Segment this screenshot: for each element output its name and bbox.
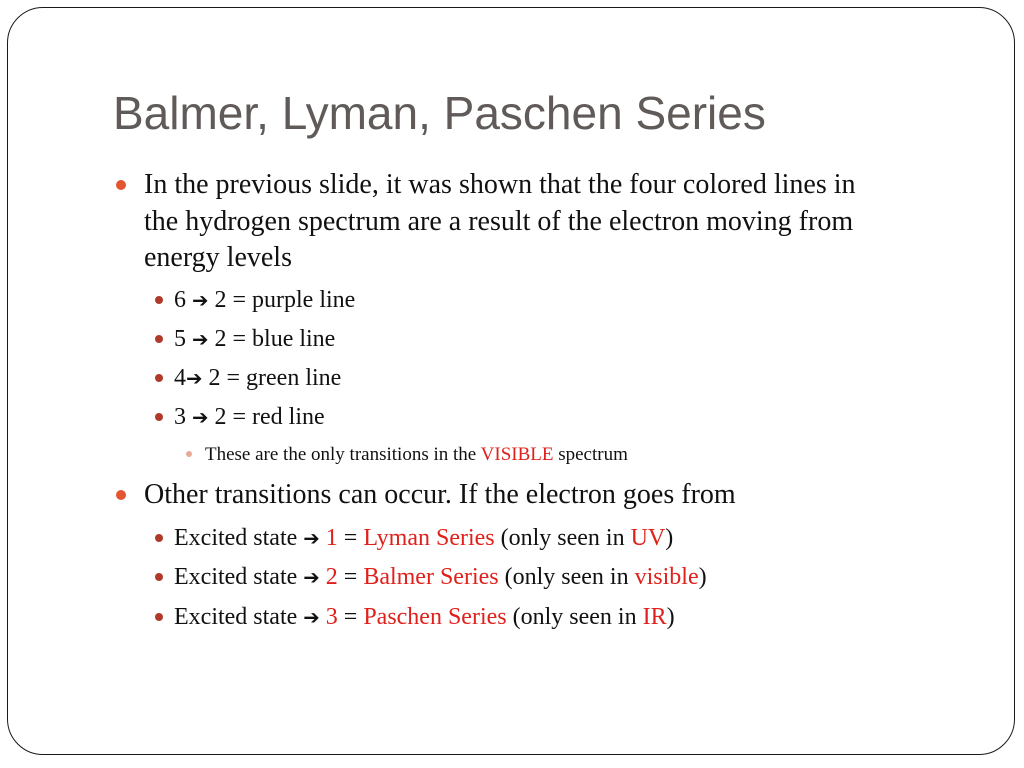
transition-from-level: 3 bbox=[174, 404, 186, 430]
bullet-dot-icon bbox=[155, 613, 163, 621]
right-arrow-icon: ➔ bbox=[192, 328, 209, 351]
right-arrow-icon: ➔ bbox=[303, 527, 320, 550]
other-transitions-text: Other transitions can occur. If the electron goes from bbox=[144, 479, 736, 510]
transition-4-2-text bbox=[174, 363, 341, 394]
close-paren: ) bbox=[666, 604, 675, 630]
bullet-intro-line2: the hydrogen spectrum are a result of the electron moving from bbox=[144, 205, 854, 237]
close-paren: ) bbox=[665, 525, 674, 551]
bullet-dot-icon bbox=[155, 573, 163, 581]
right-arrow-icon: ➔ bbox=[303, 606, 320, 629]
lyman-level: 1 bbox=[325, 525, 338, 551]
equals-sign: = bbox=[337, 564, 364, 590]
transition-description: 2 = red line bbox=[214, 404, 325, 430]
visible-highlight: VISIBLE bbox=[480, 444, 554, 465]
balmer-series-text bbox=[174, 562, 707, 593]
transition-from-level: 6 bbox=[174, 287, 186, 313]
balmer-region: visible bbox=[634, 564, 699, 590]
balmer-series-name: Balmer Series bbox=[363, 564, 499, 590]
transition-description: 2 = purple line bbox=[214, 287, 356, 313]
balmer-level: 2 bbox=[325, 564, 338, 590]
paschen-series-name: Paschen Series bbox=[363, 604, 507, 630]
excited-state-label: Excited state bbox=[174, 604, 298, 630]
paschen-region: IR bbox=[642, 604, 667, 630]
close-paren: ) bbox=[698, 564, 707, 590]
right-arrow-icon: ➔ bbox=[192, 289, 209, 312]
visible-note-before: These are the only transitions in the bbox=[205, 444, 477, 465]
bullet-intro-line3: energy levels bbox=[144, 242, 292, 273]
bullet-dot-icon bbox=[116, 180, 126, 190]
equals-sign: = bbox=[337, 525, 364, 551]
seen-in-label: (only seen in bbox=[494, 525, 631, 551]
transition-description: 2 = blue line bbox=[214, 326, 336, 352]
right-arrow-icon: ➔ bbox=[192, 406, 209, 429]
lyman-region: UV bbox=[630, 525, 666, 551]
lyman-series-text bbox=[174, 523, 673, 554]
bullet-dot-icon bbox=[155, 335, 163, 343]
transition-5-2-text bbox=[174, 324, 335, 355]
bullet-dot-icon bbox=[186, 451, 192, 457]
visible-note-after: spectrum bbox=[558, 444, 628, 465]
paschen-series-text bbox=[174, 602, 675, 633]
transition-from-level: 5 bbox=[174, 326, 186, 352]
excited-state-label: Excited state bbox=[174, 525, 298, 551]
equals-sign: = bbox=[337, 604, 364, 630]
transition-description: 2 = green line bbox=[208, 365, 342, 391]
bullet-dot-icon bbox=[155, 374, 163, 382]
transition-6-2-text bbox=[174, 285, 355, 316]
seen-in-label: (only seen in bbox=[498, 564, 635, 590]
slide-title: Balmer, Lyman, Paschen Series bbox=[113, 87, 766, 139]
bullet-dot-icon bbox=[155, 296, 163, 304]
paschen-level: 3 bbox=[325, 604, 338, 630]
excited-state-label: Excited state bbox=[174, 564, 298, 590]
bullet-dot-icon bbox=[155, 534, 163, 542]
bullet-intro-line1: In the previous slide, it was shown that the four colored lines in bbox=[144, 169, 856, 200]
visible-note-text bbox=[205, 443, 628, 467]
right-arrow-icon: ➔ bbox=[303, 566, 320, 589]
seen-in-label: (only seen in bbox=[506, 604, 643, 630]
bullet-dot-icon bbox=[116, 490, 126, 500]
bullet-dot-icon bbox=[155, 413, 163, 421]
right-arrow-icon: ➔ bbox=[186, 367, 203, 390]
lyman-series-name: Lyman Series bbox=[363, 525, 495, 551]
transition-from-level: 4 bbox=[174, 365, 186, 391]
bullet-intro-text bbox=[144, 167, 856, 277]
transition-3-2-text bbox=[174, 402, 325, 433]
